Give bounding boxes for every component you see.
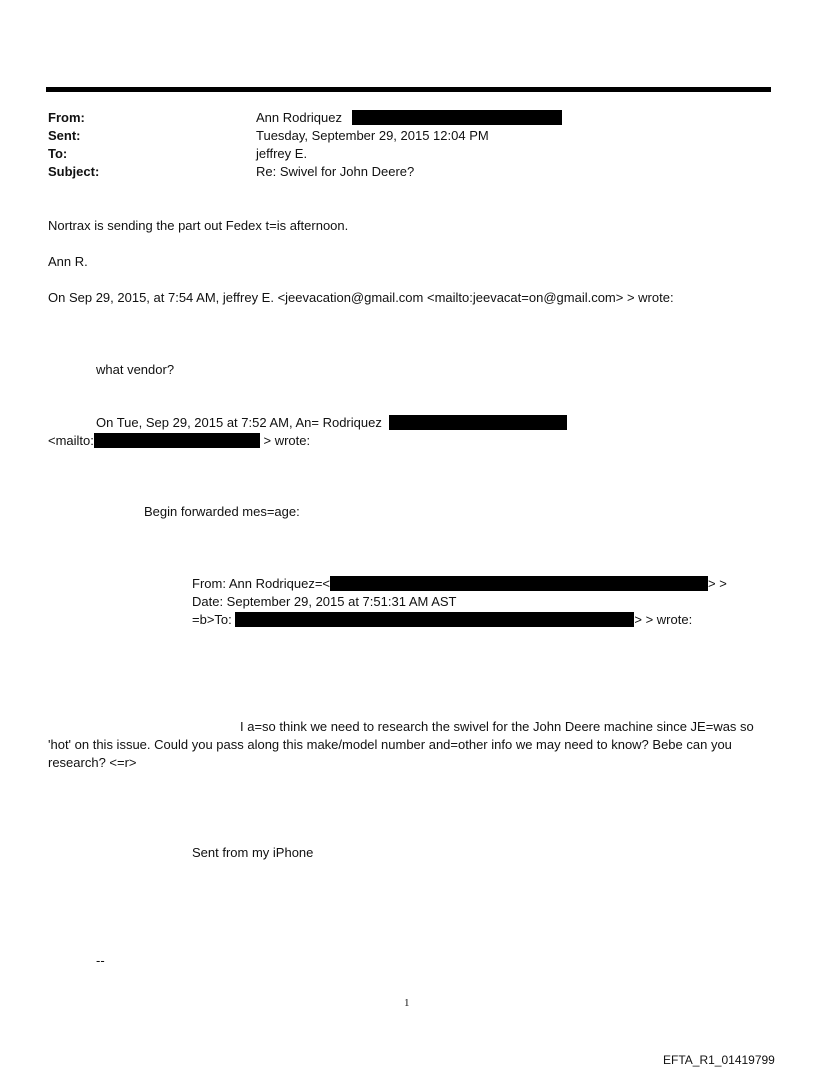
quote1-header: On Sep 29, 2015, at 7:54 AM, jeffrey E. <jeevacation@gmail.com <mailto:jeevacat=on@gmail.com> > wrote:: [48, 290, 674, 305]
fwd-to-line: [192, 611, 692, 628]
from-value: Ann Rodriquez: [256, 110, 342, 125]
quote2-header-a: On Tue, Sep 29, 2015 at 7:52 AM, An= Rodriquez: [96, 415, 382, 430]
fwd-from-line: [192, 575, 727, 592]
redaction-box: [235, 612, 634, 627]
subject-value: Re: Swivel for John Deere?: [256, 164, 415, 179]
to-value: jeffrey E.: [256, 146, 308, 161]
subject-label: Subject:: [48, 164, 100, 179]
fwd-from: From: Ann Rodriquez=<: [192, 576, 331, 591]
quote2-header-line-b: [48, 432, 310, 449]
dashes: --: [96, 953, 105, 968]
fwd-to-prefix: =b>To:: [192, 612, 232, 627]
signoff: Ann R.: [48, 254, 88, 269]
message-line-1: I a=so think we need to research the swivel for the John Deere machine since JE=was so: [240, 719, 754, 734]
from-label: From:: [48, 110, 85, 125]
quote1-text: what vendor?: [96, 362, 175, 377]
from-line: [256, 109, 562, 126]
redaction-box: [330, 576, 708, 591]
redaction-box: [94, 433, 260, 448]
forwarded-note: Begin forwarded mes=age:: [144, 504, 300, 519]
fwd-to-suffix: > > wrote:: [634, 612, 693, 627]
to-label: To:: [48, 146, 68, 161]
redaction-box: [352, 110, 562, 125]
quote2-mailto-prefix: <mailto:: [48, 433, 94, 448]
signature: Sent from my iPhone: [192, 845, 314, 860]
fwd-from-suffix: > >: [708, 576, 727, 591]
fwd-date: Date: September 29, 2015 at 7:51:31 AM AST: [192, 594, 457, 609]
message-line-3: research? <=r>: [48, 755, 137, 770]
page-number: 1: [404, 997, 410, 1009]
quote2-wrote: > wrote:: [263, 433, 311, 448]
redaction-box: [389, 415, 567, 430]
body-line-1: Nortrax is sending the part out Fedex t=is afternoon.: [48, 218, 349, 233]
document-id: EFTA_R1_01419799: [663, 1053, 775, 1067]
message-line-2: 'hot' on this issue. Could you pass along this make/model number and=other info we may need to know? Bebe can you: [48, 737, 732, 752]
sent-label: Sent:: [48, 128, 81, 143]
header-rule: [46, 87, 771, 92]
sent-value: Tuesday, September 29, 2015 12:04 PM: [256, 128, 489, 143]
quote2-header-line-a: [96, 414, 567, 431]
